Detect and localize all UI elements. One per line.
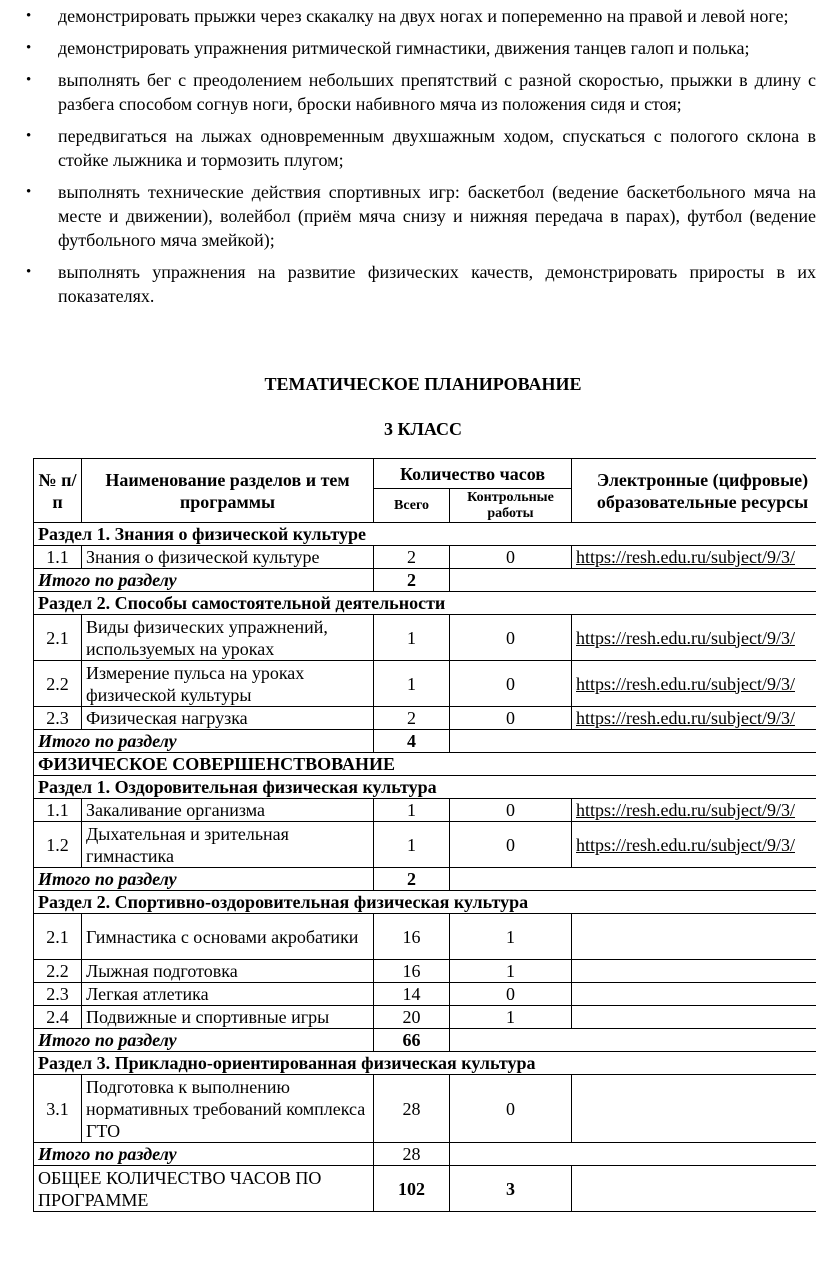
section-row bbox=[34, 523, 816, 546]
bullet-icon: • bbox=[26, 184, 32, 200]
row-control: 1 bbox=[450, 1006, 572, 1029]
grand-total-control: 3 bbox=[450, 1166, 572, 1212]
col-header-total: Всего bbox=[374, 489, 450, 523]
row-control: 0 bbox=[450, 661, 572, 707]
section-title: Раздел 1. Знания о физической культуре bbox=[34, 523, 816, 546]
table-row bbox=[34, 546, 816, 569]
section-row bbox=[34, 776, 816, 799]
table-row bbox=[34, 661, 816, 707]
row-num: 1.1 bbox=[34, 799, 82, 822]
bullet-icon: • bbox=[26, 8, 32, 24]
part-row bbox=[34, 753, 816, 776]
list-item: • демонстрировать упражнения ритмической гимнастики, движения танцев галоп и полька; bbox=[26, 38, 750, 58]
row-name: Подвижные и спортивные игры bbox=[82, 1006, 374, 1029]
subtotal-value: 66 bbox=[374, 1029, 450, 1052]
bullet-icon: • bbox=[26, 72, 32, 88]
row-num: 2.1 bbox=[34, 914, 82, 960]
row-control: 0 bbox=[450, 546, 572, 569]
row-num: 2.3 bbox=[34, 983, 82, 1006]
row-name: Дыхательная и зрительная гимнастика bbox=[82, 822, 374, 868]
resource-link[interactable]: https://resh.edu.ru/subject/9/3/ bbox=[576, 627, 795, 648]
grand-total-row bbox=[34, 1166, 816, 1212]
subtotal-row bbox=[34, 868, 816, 891]
row-num: 1.2 bbox=[34, 822, 82, 868]
subtotal-value: 2 bbox=[374, 569, 450, 592]
table-header-row bbox=[34, 459, 816, 489]
row-num: 2.2 bbox=[34, 661, 82, 707]
row-num: 2.2 bbox=[34, 960, 82, 983]
part-title: ФИЗИЧЕСКОЕ СОВЕРШЕНСТВОВАНИЕ bbox=[34, 753, 816, 776]
table-row bbox=[34, 1006, 816, 1029]
grand-total-hours: 102 bbox=[374, 1166, 450, 1212]
subtotal-label: Итого по разделу bbox=[34, 868, 374, 891]
section-title: Раздел 2. Способы самостоятельной деятельности bbox=[34, 592, 816, 615]
table-row bbox=[34, 960, 816, 983]
subtotal-label: Итого по разделу bbox=[34, 730, 374, 753]
row-num: 1.1 bbox=[34, 546, 82, 569]
resource-link[interactable]: https://resh.edu.ru/subject/9/3/ bbox=[576, 708, 795, 728]
row-total: 2 bbox=[374, 546, 450, 569]
list-item: • демонстрировать прыжки через скакалку на двух ногах и попеременно на правой и левой ноге; bbox=[26, 6, 789, 26]
bullet-icon: • bbox=[26, 128, 32, 144]
row-total: 2 bbox=[374, 707, 450, 730]
col-header-hours: Количество часов bbox=[374, 459, 572, 489]
col-header-resources: Электронные (цифровые) образовательные ресурсы bbox=[572, 459, 816, 523]
row-control: 1 bbox=[450, 914, 572, 960]
section-row bbox=[34, 592, 816, 615]
subtotal-label: Итого по разделу bbox=[34, 1029, 374, 1052]
subtotal-value: 28 bbox=[374, 1143, 450, 1166]
table-row bbox=[34, 615, 816, 661]
row-total: 1 bbox=[374, 615, 450, 661]
row-total: 1 bbox=[374, 799, 450, 822]
row-total: 14 bbox=[374, 983, 450, 1006]
row-control: 0 bbox=[450, 1075, 572, 1143]
list-item: • выполнять технические действия спортивных игр: баскетбол (ведение баскетбольного мяча на месте и движении), волейбол (приём мяча снизу и нижняя передача в парах), футбол (ведение футбольного мяча змейкой); bbox=[26, 182, 816, 250]
resource-link[interactable]: https://resh.edu.ru/subject/9/3/ bbox=[576, 800, 795, 820]
row-control: 0 bbox=[450, 799, 572, 822]
row-control: 0 bbox=[450, 707, 572, 730]
subtotal-value: 2 bbox=[374, 868, 450, 891]
bullet-icon: • bbox=[26, 40, 32, 56]
row-control: 0 bbox=[450, 983, 572, 1006]
row-name: Физическая нагрузка bbox=[82, 707, 374, 730]
subtotal-row bbox=[34, 730, 816, 753]
col-header-control: Контрольные работы bbox=[450, 489, 572, 523]
resource-link[interactable]: https://resh.edu.ru/subject/9/3/ bbox=[576, 834, 795, 855]
row-name: Знания о физической культуре bbox=[82, 546, 374, 569]
list-item: • выполнять бег с преодолением небольших препятствий с разной скоростью, прыжки в длину с разбега способом согнув ноги, броски набивного мяча из положения сидя и стоя; bbox=[26, 70, 816, 114]
table-row bbox=[34, 822, 816, 868]
outcomes-list bbox=[22, 4, 816, 316]
row-name: Легкая атлетика bbox=[82, 983, 374, 1006]
row-name: Виды физических упражнений, используемых на уроках bbox=[82, 615, 374, 661]
col-header-num: № п/п bbox=[34, 459, 82, 523]
resource-link[interactable]: https://resh.edu.ru/subject/9/3/ bbox=[576, 547, 795, 567]
list-item: • выполнять упражнения на развитие физических качеств, демонстрировать приросты в их показателях. bbox=[26, 262, 816, 306]
row-total: 16 bbox=[374, 914, 450, 960]
bullet-icon: • bbox=[26, 264, 32, 280]
subtotal-row bbox=[34, 1143, 816, 1166]
row-total: 1 bbox=[374, 661, 450, 707]
row-total: 28 bbox=[374, 1075, 450, 1143]
section-title: Раздел 3. Прикладно-ориентированная физическая культура bbox=[34, 1052, 816, 1075]
table-row bbox=[34, 914, 816, 960]
row-name: Гимнастика с основами акробатики bbox=[82, 914, 374, 960]
col-header-name: Наименование разделов и тем программы bbox=[82, 459, 374, 523]
row-num: 3.1 bbox=[34, 1075, 82, 1143]
section-title: Раздел 2. Спортивно-оздоровительная физическая культура bbox=[34, 891, 816, 914]
row-name: Закаливание организма bbox=[82, 799, 374, 822]
section-title: Раздел 1. Оздоровительная физическая культура bbox=[34, 776, 816, 799]
table-row bbox=[34, 983, 816, 1006]
row-name: Измерение пульса на уроках физической культуры bbox=[82, 661, 374, 707]
thematic-plan-table bbox=[33, 458, 816, 1212]
list-item: • передвигаться на лыжах одновременным двухшажным ходом, спускаться с пологого склона в стойке лыжника и тормозить плугом; bbox=[26, 126, 816, 170]
row-total: 1 bbox=[374, 822, 450, 868]
row-total: 20 bbox=[374, 1006, 450, 1029]
row-control: 0 bbox=[450, 615, 572, 661]
section-row bbox=[34, 1052, 816, 1075]
row-name: Лыжная подготовка bbox=[82, 960, 374, 983]
grand-total-label: ОБЩЕЕ КОЛИЧЕСТВО ЧАСОВ ПО ПРОГРАММЕ bbox=[34, 1166, 374, 1212]
row-num: 2.4 bbox=[34, 1006, 82, 1029]
row-num: 2.1 bbox=[34, 615, 82, 661]
subtotal-row bbox=[34, 1029, 816, 1052]
subtotal-row bbox=[34, 569, 816, 592]
table-row bbox=[34, 799, 816, 822]
row-control: 0 bbox=[450, 822, 572, 868]
subtotal-label: Итого по разделу bbox=[34, 1143, 374, 1166]
subtotal-value: 4 bbox=[374, 730, 450, 753]
table-row bbox=[34, 707, 816, 730]
subtotal-label: Итого по разделу bbox=[34, 569, 374, 592]
page-title: ТЕМАТИЧЕСКОЕ ПЛАНИРОВАНИЕ bbox=[264, 374, 582, 394]
section-row bbox=[34, 891, 816, 914]
row-control: 1 bbox=[450, 960, 572, 983]
resource-link[interactable]: https://resh.edu.ru/subject/9/3/ bbox=[576, 673, 795, 694]
row-total: 16 bbox=[374, 960, 450, 983]
row-num: 2.3 bbox=[34, 707, 82, 730]
row-name: Подготовка к выполнению нормативных требований комплекса ГТО bbox=[82, 1075, 374, 1143]
class-subtitle: 3 КЛАСС bbox=[383, 419, 463, 439]
table-row bbox=[34, 1075, 816, 1143]
